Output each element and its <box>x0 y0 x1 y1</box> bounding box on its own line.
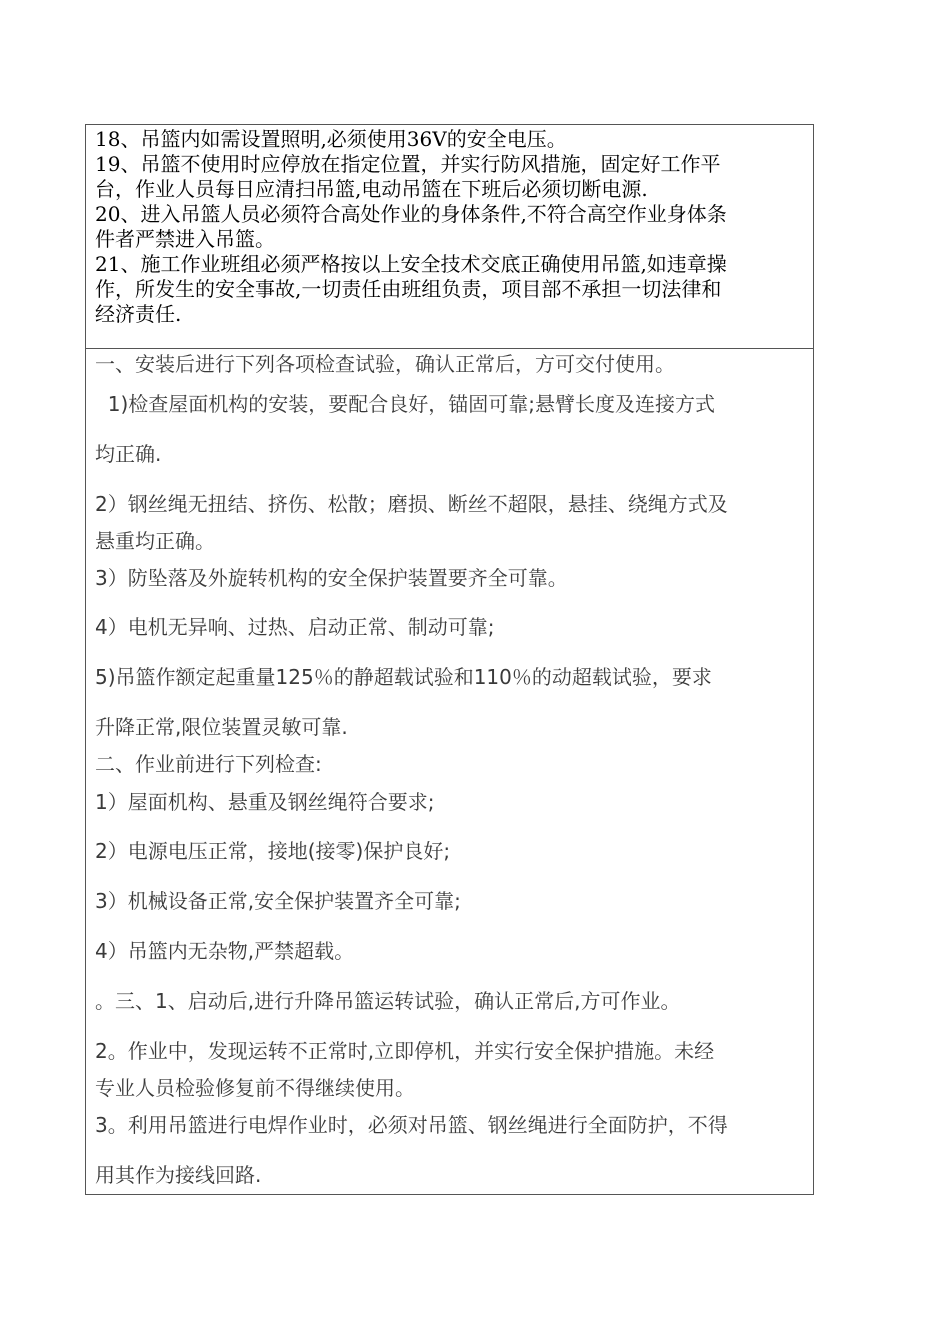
text-line: 5)吊篮作额定起重量125％的静超载试验和110％的动超载试验，要求 <box>95 665 712 689</box>
text-line: 19、吊篮不使用时应停放在指定位置，并实行防风措施，固定好工作平 <box>95 152 721 176</box>
text-line: 经济责任. <box>95 302 182 326</box>
text-line: 20、进入吊篮人员必须符合高处作业的身体条件,不符合高空作业身体条 <box>95 202 727 226</box>
text-line: 台，作业人员每日应清扫吊篮,电动吊篮在下班后必须切断电源. <box>95 177 648 201</box>
text-line: 专业人员检验修复前不得继续使用。 <box>95 1076 415 1100</box>
text-line: 2。作业中，发现运转不正常时,立即停机，并实行安全保护措施。未经 <box>95 1039 715 1063</box>
text-line: 2）电源电压正常，接地(接零)保护良好; <box>95 839 451 863</box>
text-line: 作，所发生的安全事故,一切责任由班组负责，项目部不承担一切法律和 <box>95 277 722 301</box>
text-line: 3）防坠落及外旋转机构的安全保护装置要齐全可靠。 <box>95 566 568 590</box>
text-line: 4）吊篮内无杂物,严禁超载。 <box>95 939 355 963</box>
text-line: 1）屋面机构、悬重及钢丝绳符合要求; <box>95 790 435 814</box>
text-line: 1)检查屋面机构的安装，要配合良好，锚固可靠;悬臂长度及连接方式 <box>95 392 715 416</box>
section-heading: 一、安装后进行下列各项检查试验，确认正常后，方可交付使用。 <box>95 352 675 376</box>
text-line: 4）电机无异响、过热、启动正常、制动可靠; <box>95 615 495 639</box>
text-line: 件者严禁进入吊篮。 <box>95 227 275 251</box>
text-line: 均正确. <box>95 442 162 466</box>
text-line: 用其作为接线回路. <box>95 1163 262 1187</box>
text-line: 21、施工作业班组必须严格按以上安全技术交底正确使用吊篮,如违章操 <box>95 252 727 276</box>
text-line: 3）机械设备正常,安全保护装置齐全可靠; <box>95 889 461 913</box>
text-line: 悬重均正确。 <box>95 529 215 553</box>
section-heading: 二、作业前进行下列检查: <box>95 752 322 776</box>
text-line: 3。利用吊篮进行电焊作业时，必须对吊篮、钢丝绳进行全面防护，不得 <box>95 1113 728 1137</box>
text-line: 18、吊篮内如需设置照明,必须使用36V的安全电压。 <box>95 127 567 151</box>
table-cell-rules-18-21 <box>95 127 807 327</box>
text-line: 升降正常,限位装置灵敏可靠. <box>95 715 348 739</box>
text-line: 2）钢丝绳无扭结、挤伤、松散；磨损、断丝不超限，悬挂、绕绳方式及 <box>95 492 728 516</box>
section-heading: 。三、1、启动后,进行升降吊篮运转试验，确认正常后,方可作业。 <box>95 989 681 1013</box>
